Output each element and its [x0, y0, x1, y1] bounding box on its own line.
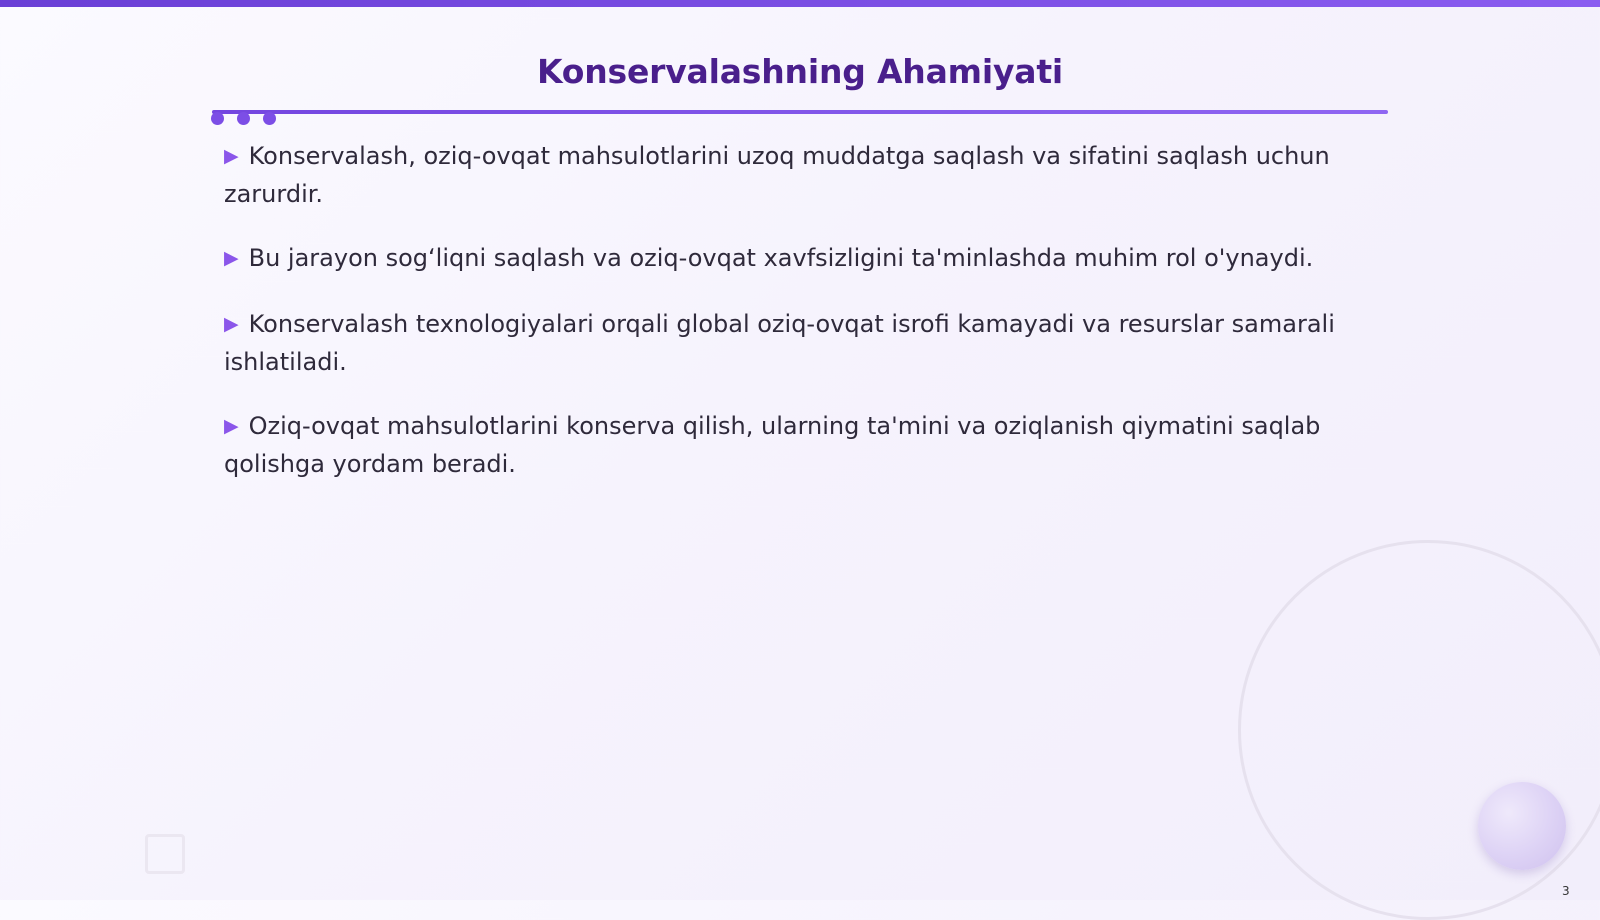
dot-icon: [263, 112, 276, 125]
slide-title: Konservalashning Ahamiyati: [536, 52, 1064, 91]
top-accent-bar: [0, 0, 1600, 7]
dot-icon: [211, 112, 224, 125]
bullet-text: Oziq-ovqat mahsulotlarini konserva qilish, ularning ta'mini va oziqlanish qiymatini saqlab qolishga yordam beradi.: [224, 412, 1321, 478]
dot-icon: [237, 112, 250, 125]
bullet-text: Konservalash, oziq-ovqat mahsulotlarini uzoq muddatga saqlash va sifatini saqlash uchun zarurdir.: [224, 142, 1330, 208]
triangle-bullet-icon: ▶: [224, 415, 239, 437]
bullet-item: [224, 138, 1354, 212]
title-dots: [211, 112, 276, 125]
bullet-list: [224, 138, 1354, 510]
decorative-orb: [1478, 782, 1566, 870]
bullet-item: [224, 306, 1354, 380]
bullet-item: [224, 240, 1354, 278]
bullet-text: Konservalash texnologiyalari orqali global oziq-ovqat isrofi kamayadi va resurslar samarali ishlatiladi.: [224, 310, 1335, 376]
bullet-item: [224, 408, 1354, 482]
page-number: 3: [1562, 884, 1570, 898]
triangle-bullet-icon: ▶: [224, 247, 239, 269]
triangle-bullet-icon: ▶: [224, 313, 239, 335]
triangle-bullet-icon: ▶: [224, 145, 239, 167]
title-underline: [212, 110, 1388, 114]
decorative-square: [145, 834, 185, 874]
bullet-text: Bu jarayon sogʻliqni saqlash va oziq-ovqat xavfsizligini ta'minlashda muhim rol o'ynaydi.: [248, 244, 1314, 272]
